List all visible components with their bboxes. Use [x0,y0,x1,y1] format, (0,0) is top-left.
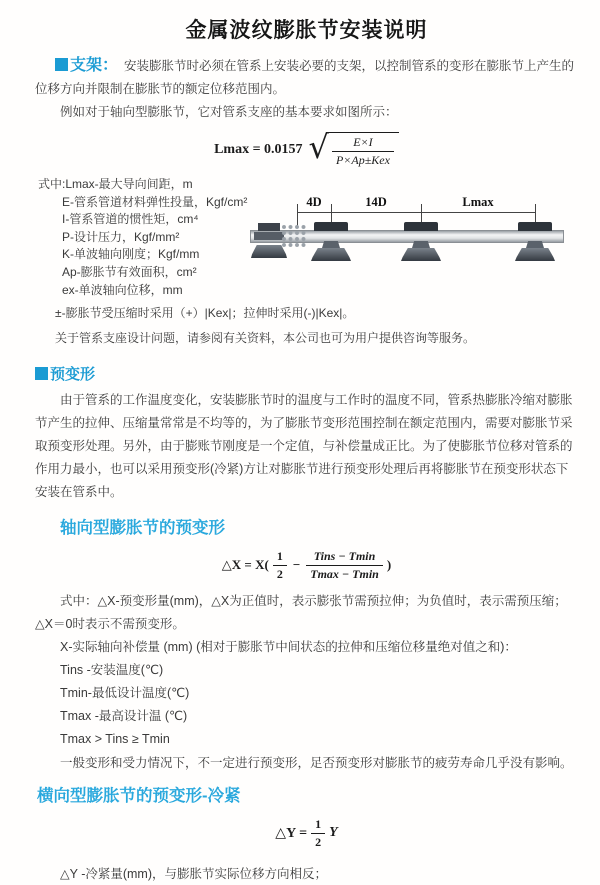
support-intro-paragraph [35,54,578,101]
fraction-numerator: 1 [311,817,325,834]
blue-square-icon [55,58,68,71]
variable-line: Tins -安装温度(℃) [60,663,164,678]
bellows-icon [281,224,307,247]
anchor-support-clamp [258,223,280,231]
support-base [401,248,441,261]
radical-sign-icon: √ [308,128,329,166]
definition-line: E-管系管道材料弹性投量，Kgf/cm² [62,194,248,209]
formula-suffix: ) [386,557,392,573]
fraction-denominator: 2 [315,834,322,849]
definition-line: P-设计压力，Kgf/mm² [62,229,180,244]
lateral-predeform-heading: 横向型膨胀节的预变形-冷紧 [37,787,241,806]
variable-line: X-实际轴向补偿量 (mm) (相对于膨胀节中间状态的拉伸和压缩位移量绝对值之和)： [60,640,517,655]
predeform-heading-label: 预变形 [50,366,96,384]
half-fraction [311,817,325,850]
support-example-line: 例如对于轴向型膨胀节，它对管系支座的基本要求如图所示： [60,105,398,119]
lateral-formula-note: △Y -冷紧量(mm)，与膨胀节实际位移方向相反； [60,867,328,882]
fraction [332,135,394,168]
support-cap [314,222,348,231]
anchor-support-block [254,232,284,240]
consulting-note-line: 关于管系支座设计问题，请参阅有关资料，本公司也可为用户提供咨询等服务。 [55,331,476,346]
fraction-numerator: E×I [332,135,394,152]
guide-spacing-formula [35,128,578,172]
sqrt-radical [308,128,399,168]
variable-line: Tmax > Tins ≥ Tmin [60,732,170,747]
support-heading-label: 支架： [70,57,119,74]
formula-lhs: Lmax = 0.0157 [214,142,303,157]
predeform-body-paragraph: 由于管系的工作温度变化，安装膨胀节时的温度与工作时的温度不同，管系热膨胀冷缩对膨胀节产生的拉伸、压缩量常常是不均等的，为了膨胀节变形范围控制在额定范围内，需要对膨胀节采取预变形处理。另外，由于膨账节刚度是一个定值，与补偿量成正比。为了使膨胀节位移对管系的作用力最小，也可以采用预变形(冷紧)方让对膨胀节进行预变形处理后再将膨胀节在预变形状态下安装在管系中。 [35,393,573,500]
dimension-line [297,212,535,213]
dim-label-4d: 4D [306,195,322,209]
variable-line: Tmax -最高设计温 (℃) [60,709,188,724]
axial-predeform-heading: 轴向型膨胀节的预变形 [60,519,225,538]
half-fraction [273,549,287,582]
definition-line: 式中:Lmax-最大导向间距，m [38,177,193,191]
minus-operator: − [292,557,301,573]
axial-variable-lines [60,636,578,751]
formula-rhs: Y [329,825,338,841]
support-base [515,248,555,261]
fraction-numerator: 1 [273,549,287,566]
support-cap [518,222,552,231]
fraction-denominator: 2 [276,566,283,581]
support-neck [412,241,430,248]
definition-line: I-管系管道的惯性矩，cm⁴ [62,212,199,227]
axial-formula-note: 式中：△X-预变形量(mm)，△X为正值时，表示膨张节需预拉伸；为负值时，表示需预压缩；△X＝0时表示不需预变形。 [35,594,567,632]
fraction-denominator: P×Ap±Kex [335,153,390,167]
variable-line: Tmin-最低设计温度(℃) [60,686,190,701]
general-deform-note: 一般变形和受力情况下，不一定进行预变形，足否预变形对膨胀节的疲劳寿命几乎没有影响。 [60,756,573,771]
radicand [326,132,399,168]
support-spacing-diagram [250,192,595,277]
definition-line: ±-膨胀节受压缩时采用（+）|Kex|；拉伸时采用(-)|Kex|。 [55,306,355,321]
support-neck [322,241,340,248]
dim-label-lmax: Lmax [462,195,494,209]
definition-line: Ap-膨胀节有效面积，cm² [62,264,197,279]
formula-prefix: △X = X( [221,557,269,573]
axial-predeform-formula [35,544,578,586]
page-title: 金属波纹膨胀节安装说明 [185,19,428,42]
fraction-denominator: Tmax − Tmin [310,566,379,581]
support-neck [526,241,544,248]
support-intro-text: 安装膨胀节时必须在管系上安装必要的支架，以控制管系的变形在膨胀节上产生的位移方向并限制在膨胀节的额定位移范围内。 [35,59,575,96]
definition-line: ex-单波轴向位移，mm [62,282,183,297]
temperature-fraction [306,549,383,582]
lateral-predeform-formula [35,814,578,852]
fraction-numerator: Tins − Tmin [306,549,383,566]
formula-lhs: △Y = [275,825,308,841]
definition-line: K-单波轴向刚度；Kgf/mm [62,247,200,262]
blue-square-icon [35,367,48,380]
support-cap [404,222,438,231]
support-section-heading [55,57,118,74]
predeform-section-heading [35,363,578,384]
support-base [311,248,351,261]
dim-label-14d: 14D [365,195,387,209]
